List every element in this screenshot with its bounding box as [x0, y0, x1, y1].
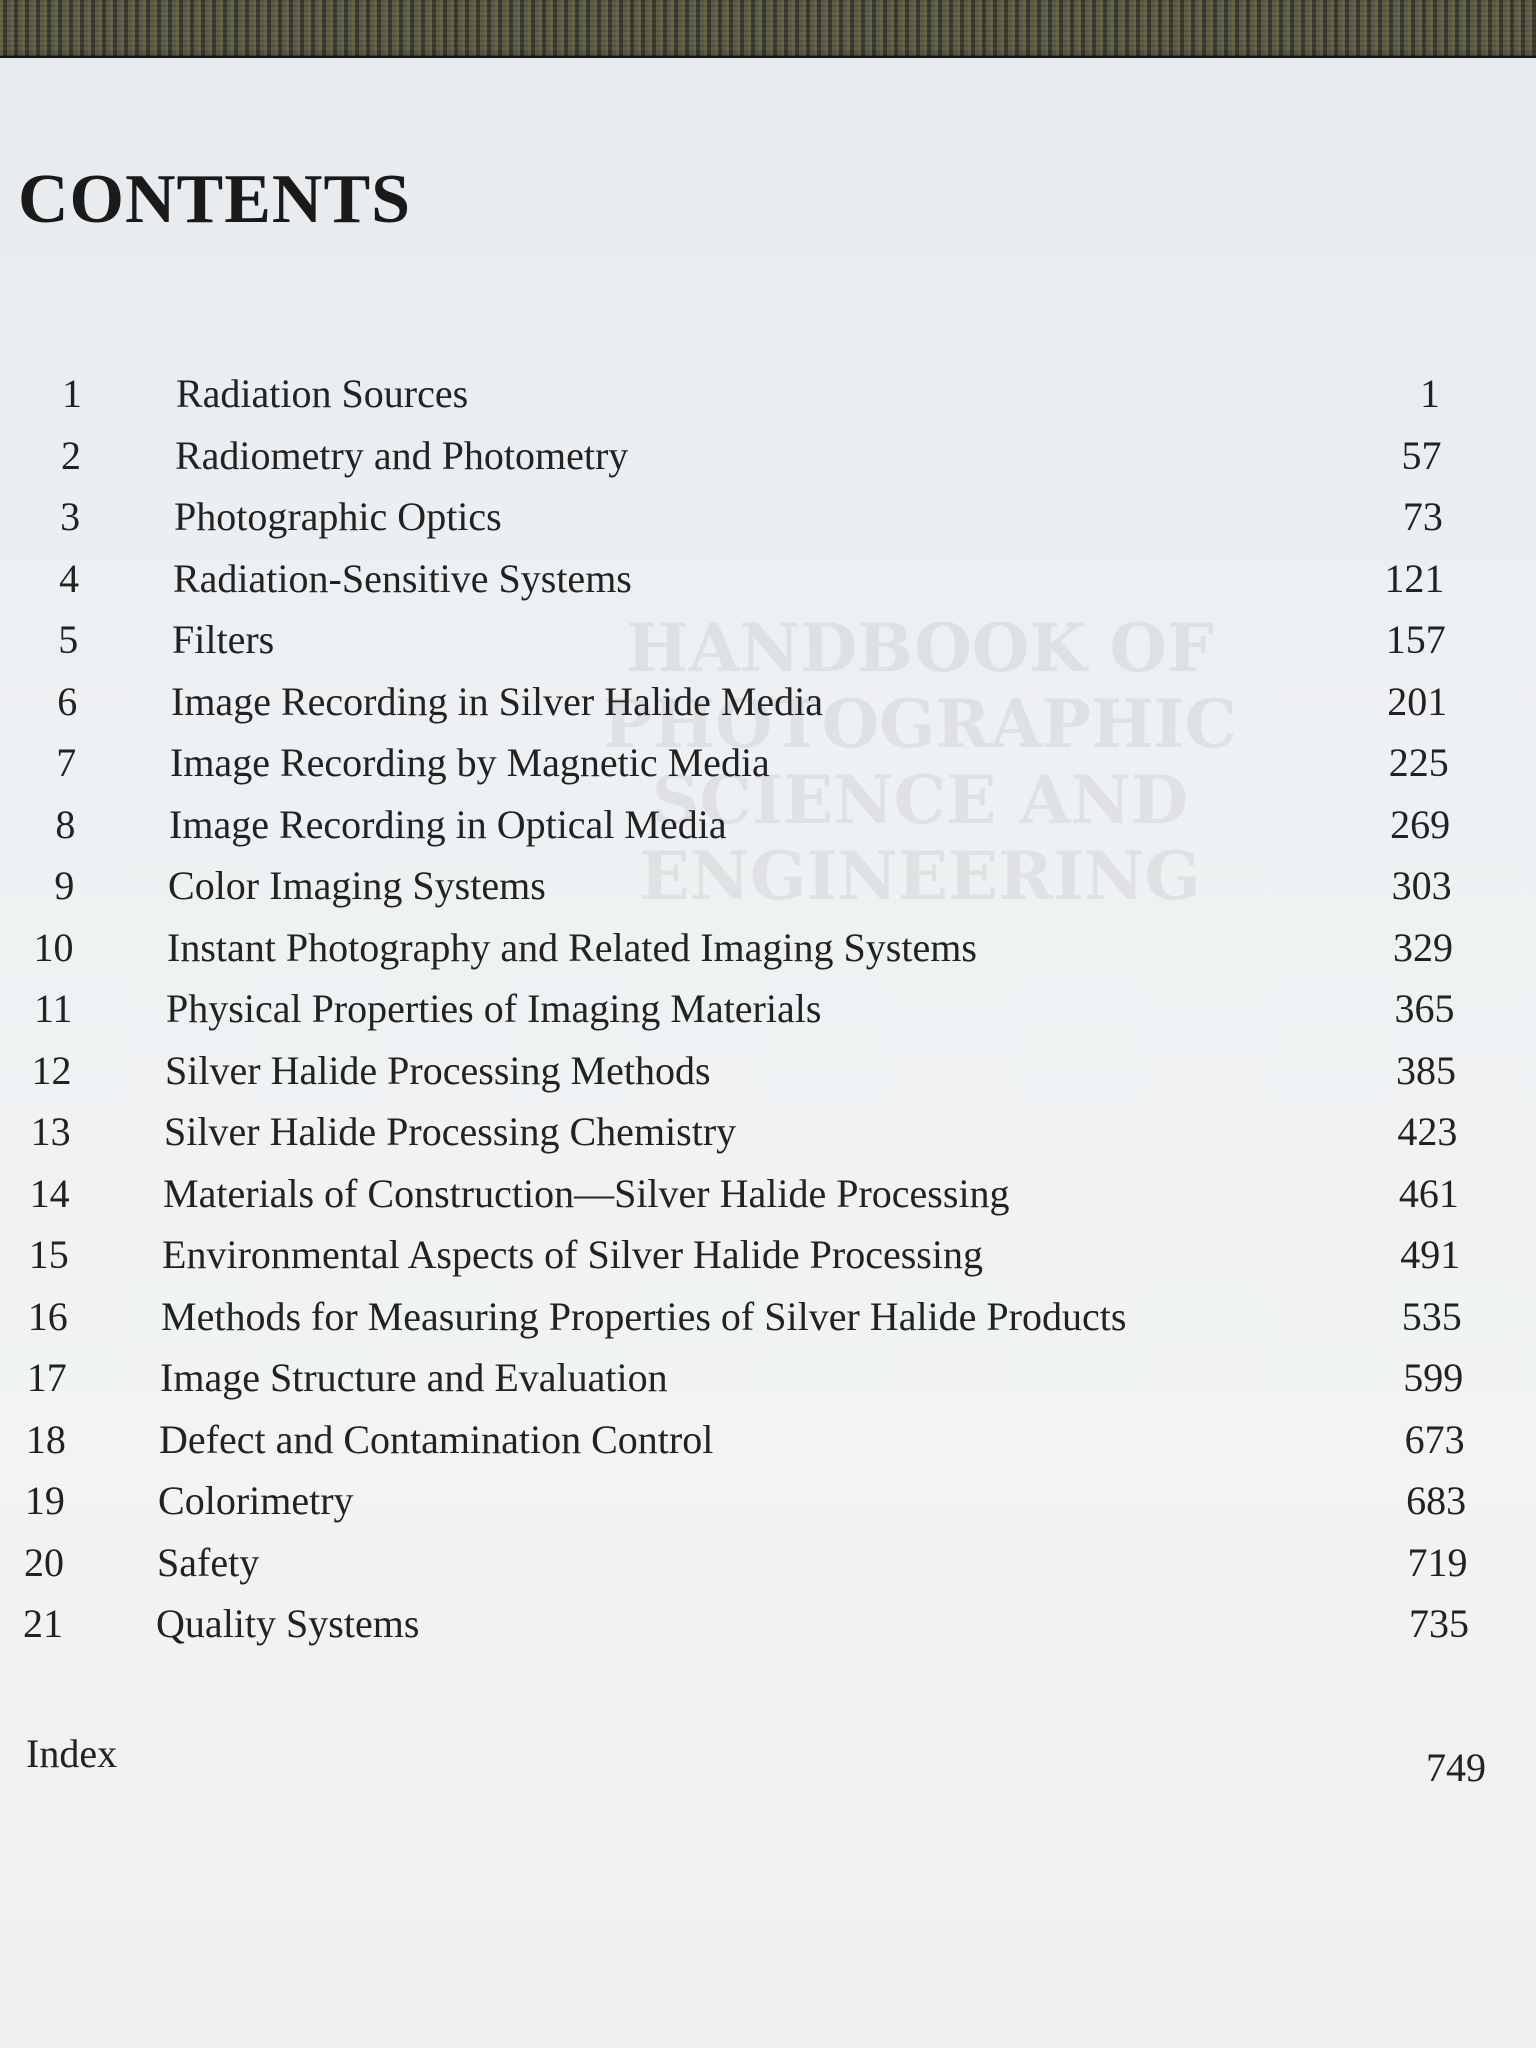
- chapter-number: 17: [26, 1355, 67, 1400]
- chapter-number: 4: [59, 555, 80, 601]
- chapter-number: 15: [28, 1232, 69, 1277]
- chapter-number: 2: [61, 432, 82, 478]
- chapter-title: Image Recording in Silver Halide Media: [171, 678, 824, 724]
- chapter-number: 19: [24, 1478, 65, 1523]
- chapter-page-number: 719: [1407, 1539, 1468, 1585]
- toc-row: [0, 862, 1536, 924]
- toc-row: [0, 1170, 1536, 1232]
- chapter-number: 20: [23, 1539, 64, 1585]
- watermark-line: PHOTOGRAPHIC SCIENCE AND: [603, 685, 1237, 839]
- chapter-title: Silver Halide Processing Chemistry: [164, 1109, 737, 1154]
- toc-row: [0, 432, 1536, 494]
- chapter-title: Radiometry and Photometry: [175, 432, 629, 478]
- toc-row: [0, 493, 1536, 555]
- chapter-number: 14: [29, 1170, 70, 1216]
- chapter-title: Radiation Sources: [176, 371, 469, 416]
- watermark-line: HANDBOOK OF: [626, 609, 1214, 687]
- chapter-title: Safety: [157, 1539, 260, 1585]
- chapter-number: 12: [31, 1047, 72, 1093]
- chapter-title: Image Recording in Optical Media: [169, 801, 727, 847]
- chapter-number: 7: [56, 740, 77, 785]
- toc-row: [0, 555, 1536, 617]
- chapter-page-number: 225: [1388, 740, 1449, 785]
- chapter-number: 11: [33, 986, 73, 1031]
- toc-row: [0, 1539, 1536, 1601]
- chapter-title: Colorimetry: [158, 1478, 354, 1523]
- chapter-number: 21: [23, 1601, 63, 1646]
- toc-row: [0, 739, 1536, 801]
- chapter-title: Materials of Construction—Silver Halide Processing: [163, 1170, 1010, 1216]
- chapter-page-number: 599: [1403, 1355, 1464, 1400]
- chapter-page-number: 73: [1402, 494, 1443, 539]
- chapter-page-number: 461: [1398, 1170, 1459, 1216]
- chapter-title: Instant Photography and Related Imaging Systems: [167, 924, 977, 970]
- toc-row: [0, 1047, 1536, 1109]
- toc-row: [0, 678, 1536, 740]
- chapter-page-number: 121: [1384, 555, 1445, 601]
- toc-row: [0, 1108, 1536, 1170]
- chapter-title: Methods for Measuring Properties of Silver Halide Products: [161, 1293, 1127, 1339]
- chapter-number: 16: [27, 1293, 68, 1339]
- table-of-contents: [0, 370, 1536, 1662]
- toc-row: [0, 370, 1536, 432]
- toc-row: [0, 616, 1536, 678]
- chapter-page-number: 683: [1406, 1478, 1467, 1523]
- chapter-number: 3: [60, 494, 81, 539]
- chapter-number: 18: [25, 1416, 66, 1462]
- chapter-page-number: 157: [1385, 617, 1446, 662]
- chapter-number: 5: [58, 617, 79, 662]
- chapter-page-number: 365: [1394, 986, 1455, 1031]
- chapter-title: Image Recording by Magnetic Media: [170, 740, 770, 785]
- toc-row: [0, 924, 1536, 986]
- index-label: Index: [26, 1731, 118, 1776]
- chapter-page-number: 491: [1400, 1232, 1461, 1277]
- chapter-page-number: 673: [1404, 1416, 1465, 1462]
- chapter-title: Photographic Optics: [174, 494, 502, 539]
- toc-row: [0, 1293, 1536, 1355]
- chapter-title: Environmental Aspects of Silver Halide Processing: [162, 1232, 983, 1277]
- chapter-number: 9: [54, 863, 75, 908]
- toc-row: [0, 1600, 1536, 1662]
- chapter-page-number: 535: [1401, 1293, 1462, 1339]
- chapter-page-number: 269: [1390, 801, 1451, 847]
- chapter-title: Silver Halide Processing Methods: [165, 1047, 711, 1093]
- toc-row: [0, 1231, 1536, 1293]
- toc-row: [0, 1416, 1536, 1478]
- chapter-page-number: 385: [1395, 1047, 1456, 1093]
- chapter-title: Color Imaging Systems: [168, 863, 546, 908]
- chapter-title: Defect and Contamination Control: [159, 1416, 714, 1462]
- toc-row: [0, 1477, 1536, 1539]
- toc-row: [0, 801, 1536, 863]
- chapter-number: 6: [57, 678, 78, 724]
- chapter-title: Physical Properties of Imaging Materials: [166, 986, 822, 1031]
- background-carpet: [0, 0, 1536, 62]
- toc-row: [0, 1354, 1536, 1416]
- chapter-number: 8: [55, 801, 76, 847]
- chapter-title: Quality Systems: [156, 1601, 420, 1646]
- chapter-title: Filters: [172, 617, 275, 662]
- chapter-page-number: 423: [1397, 1109, 1458, 1154]
- watermark-line: ENGINEERING: [639, 837, 1201, 915]
- chapter-page-number: 329: [1393, 924, 1454, 970]
- chapter-number: 1: [62, 371, 82, 416]
- chapter-page-number: 1: [1420, 371, 1440, 416]
- chapter-page-number: 735: [1409, 1601, 1469, 1646]
- chapter-title: Radiation-Sensitive Systems: [173, 555, 632, 601]
- chapter-page-number: 303: [1391, 863, 1452, 908]
- page-title: CONTENTS: [18, 161, 412, 238]
- chapter-title: Image Structure and Evaluation: [160, 1355, 668, 1400]
- chapter-page-number: 201: [1387, 678, 1448, 724]
- chapter-number: 13: [30, 1109, 71, 1154]
- chapter-number: 10: [33, 924, 74, 970]
- toc-row: [0, 985, 1536, 1047]
- index-page-number: 749: [1426, 1745, 1486, 1790]
- chapter-page-number: 57: [1401, 432, 1442, 478]
